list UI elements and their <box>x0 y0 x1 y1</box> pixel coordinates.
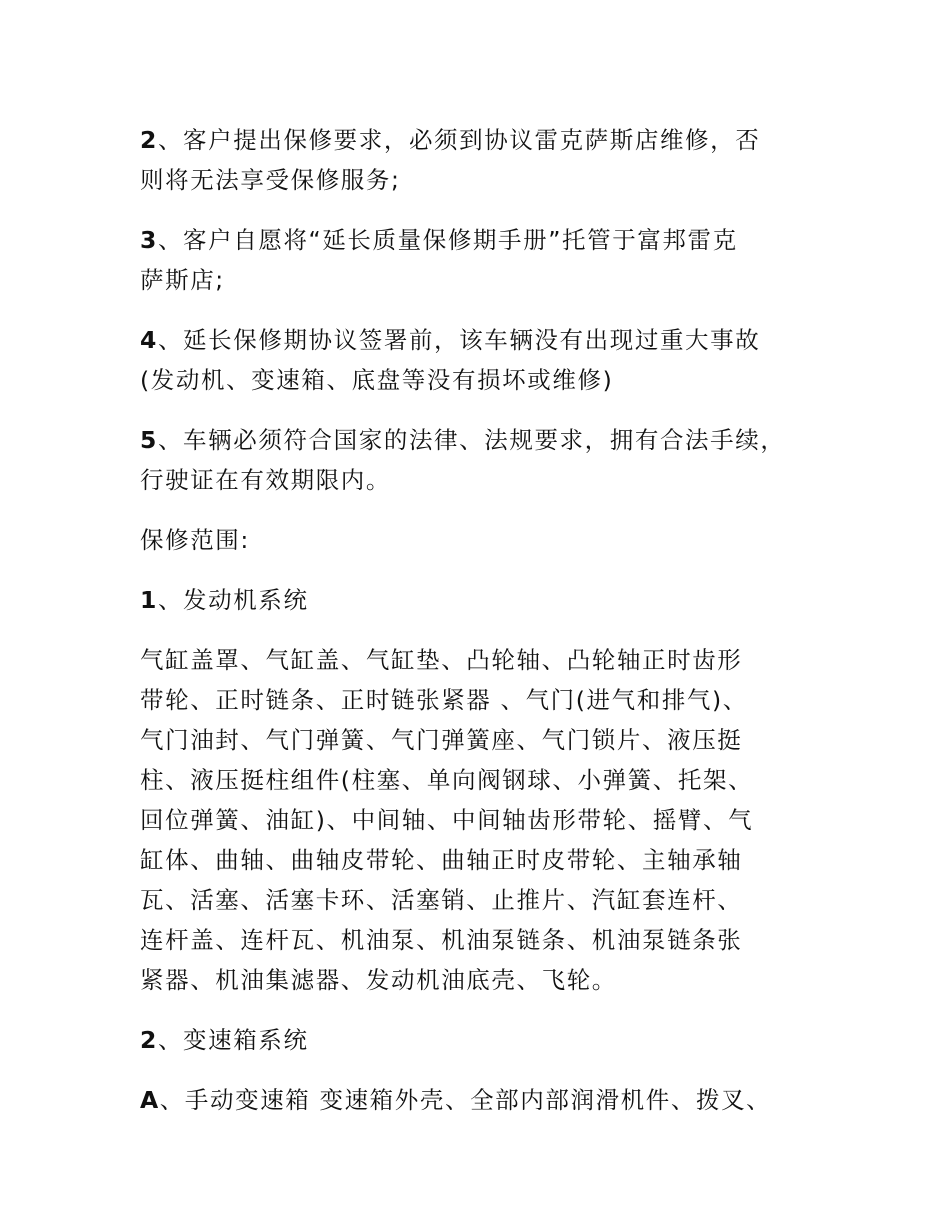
text-line: 、客户提出保修要求，必须到协议雷克萨斯店维修，否 <box>157 126 761 154</box>
text-line: 连杆盖、连杆瓦、机油泵、机油泵链条、机油泵链条张 <box>140 926 743 954</box>
text-line: 气缸盖罩、气缸盖、气缸垫、凸轮轴、凸轮轴正时齿形 <box>140 646 743 674</box>
item-number: 4 <box>140 326 158 354</box>
item-number: A <box>140 1086 160 1114</box>
text-line: 带轮、正时链条、正时链张紧器 、气门(进气和排气)、 <box>140 686 748 714</box>
condition-2 <box>140 120 840 200</box>
item-number: 5 <box>140 426 158 454</box>
text-line: 萨斯店; <box>140 266 225 294</box>
item-number: 3 <box>140 226 158 254</box>
condition-4 <box>140 320 840 400</box>
text-line: 则将无法享受保修服务; <box>140 166 401 194</box>
item-number: 2 <box>140 126 158 154</box>
text-line: (发动机、变速箱、底盘等没有损坏或维修) <box>140 366 614 394</box>
text-line: 回位弹簧、油缸)、中间轴、中间轴齿形带轮、摇臂、气 <box>140 806 754 834</box>
text-line: 瓦、活塞、活塞卡环、活塞销、止推片、汽缸套连杆、 <box>140 886 743 914</box>
text-line: 紧器、机油集滤器、发动机油底壳、飞轮。 <box>140 966 617 994</box>
section-engine-body <box>140 640 840 1000</box>
condition-3 <box>140 220 840 300</box>
text-line: 、手动变速箱 变速箱外壳、全部内部润滑机件、拨叉、 <box>159 1086 772 1114</box>
text-line: 、延长保修期协议签署前，该车辆没有出现过重大事故 <box>157 326 761 354</box>
item-number: 1 <box>140 586 158 614</box>
text-line: 气门油封、气门弹簧、气门弹簧座、气门锁片、液压挺 <box>140 726 743 754</box>
text-line: 缸体、曲轴、曲轴皮带轮、曲轴正时皮带轮、主轴承轴 <box>140 846 743 874</box>
text-line: 、车辆必须符合国家的法律、法规要求，拥有合法手续， <box>157 426 786 454</box>
section-title: 、变速箱系统 <box>157 1026 309 1054</box>
text-line: 行驶证在有效期限内。 <box>140 466 391 494</box>
text-line: 、客户自愿将“延长质量保修期手册”托管于富邦雷克 <box>157 226 738 254</box>
scope-heading: 保修范围: <box>140 526 250 554</box>
section-gearbox-heading <box>140 1020 840 1060</box>
text-line: 柱、液压挺柱组件(柱塞、单向阀钢球、小弹簧、托架、 <box>140 766 754 794</box>
document-page <box>140 120 840 1140</box>
manual-gearbox-line <box>140 1080 840 1120</box>
item-number: 2 <box>140 1026 158 1054</box>
condition-5 <box>140 420 840 500</box>
section-engine-heading <box>140 580 840 620</box>
section-title: 、发动机系统 <box>157 586 309 614</box>
